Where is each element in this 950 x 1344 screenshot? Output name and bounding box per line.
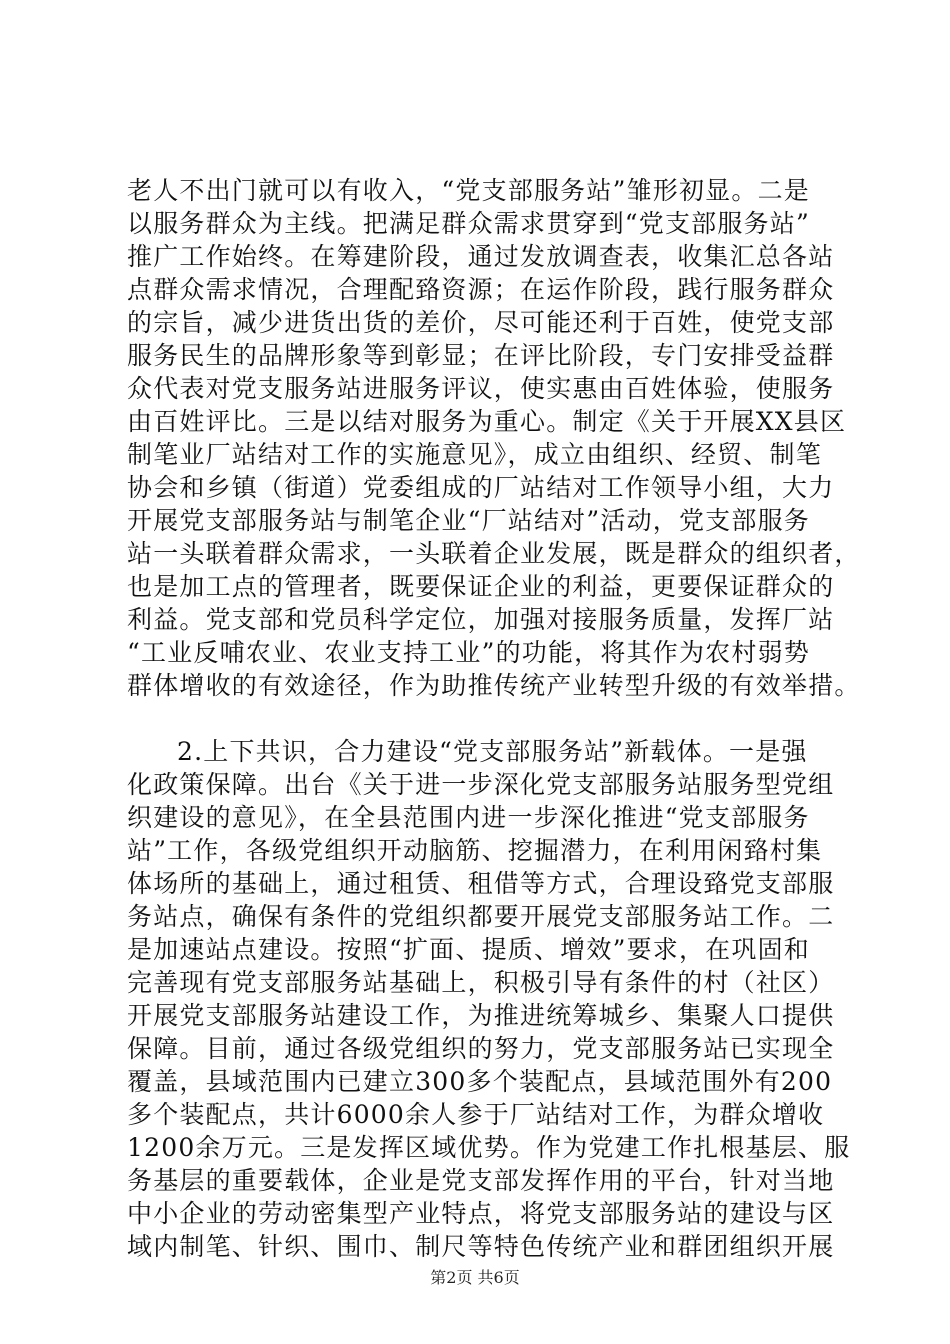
page-number-footer: 第2页 共6页 xyxy=(430,1268,520,1287)
paragraph-line: 由百姓评比。三是以结对服务为重心。制定《关于开展XX县区 xyxy=(127,407,847,436)
paragraph-line: 1200余万元。三是发挥区域优势。作为党建工作扎根基层、服 xyxy=(127,1133,851,1162)
paragraph-line: 协会和乡镇（街道）党委组成的厂站结对工作领导小组，大力 xyxy=(127,473,835,502)
paragraph-line: 利益。党支部和党员科学定位，加强对接服务质量，发挥厂站 xyxy=(127,605,835,634)
paragraph-line: 覆盖，县域范围内已建立300多个装配点，县域范围外有200 xyxy=(127,1067,833,1096)
paragraph-line: 推广工作始终。在筹建阶段，通过发放调查表，收集汇总各站 xyxy=(127,242,835,271)
paragraph-line: 务站点，确保有条件的党组织都要开展党支部服务站工作。二 xyxy=(127,902,835,931)
paragraph-line: 是加速站点建设。按照“扩面、提质、增效”要求，在巩固和 xyxy=(127,935,810,964)
paragraph-line: 完善现有党支部服务站基础上，积极引导有条件的村（社区） xyxy=(127,968,835,997)
paragraph-line: 站一头联着群众需求，一头联着企业发展，既是群众的组织者， xyxy=(127,539,861,568)
paragraph-line: 多个装配点，共计6000余人参于厂站结对工作，为群众增收 xyxy=(127,1100,825,1129)
paragraph-line: 也是加工点的管理者，既要保证企业的利益，更要保证群众的 xyxy=(127,572,835,601)
paragraph-line: 中小企业的劳动密集型产业特点，将党支部服务站的建设与区 xyxy=(127,1199,835,1228)
paragraph-line: 务基层的重要载体，企业是党支部发挥作用的平台，针对当地 xyxy=(127,1166,835,1195)
paragraph-line: 群体增收的有效途径，作为助推传统产业转型升级的有效举措。 xyxy=(127,671,861,700)
paragraph-line: 体场所的基础上，通过租赁、租借等方式，合理设臵党支部服 xyxy=(127,869,835,898)
paragraph-line: 服务民生的品牌形象等到彰显；在评比阶段，专门安排受益群 xyxy=(127,341,835,370)
paragraph-line: 众代表对党支服务站进服务评议，使实惠由百姓体验，使服务 xyxy=(127,374,835,403)
paragraph-line: 2.上下共识，合力建设“党支部服务站”新载体。一是强 xyxy=(177,737,808,766)
paragraph-line: 织建设的意见》，在全县范围内进一步深化推进“党支部服务 xyxy=(127,803,810,832)
paragraph-line: “工业反哺农业、农业支持工业”的功能，将其作为农村弱势 xyxy=(127,638,810,667)
paragraph-line: 域内制笔、针织、围巾、制尺等特色传统产业和群团组织开展 xyxy=(127,1232,835,1261)
paragraph-line: 保障。目前，通过各级党组织的努力，党支部服务站已实现全 xyxy=(127,1034,835,1063)
paragraph-line: 的宗旨，减少进货出货的差价，尽可能还利于百姓，使党支部 xyxy=(127,308,835,337)
paragraph-line: 化政策保障。出台《关于进一步深化党支部服务站服务型党组 xyxy=(127,770,835,799)
paragraph-line: 开展党支部服务站建设工作，为推进统筹城乡、集聚人口提供 xyxy=(127,1001,835,1030)
paragraph-line: 点群众需求情况，合理配臵资源；在运作阶段，践行服务群众 xyxy=(127,275,835,304)
paragraph-line: 站”工作，各级党组织开动脑筋、挖掘潜力，在利用闲臵村集 xyxy=(127,836,823,865)
paragraph-line: 老人不出门就可以有收入，“党支部服务站”雏形初显。二是 xyxy=(127,176,810,205)
paragraph-line: 开展党支部服务站与制笔企业“厂站结对”活动，党支部服务 xyxy=(127,506,810,535)
paragraph-line: 制笔业厂站结对工作的实施意见》，成立由组织、经贸、制笔 xyxy=(127,440,822,469)
paragraph-line: 以服务群众为主线。把满足群众需求贯穿到“党支部服务站” xyxy=(127,209,810,238)
